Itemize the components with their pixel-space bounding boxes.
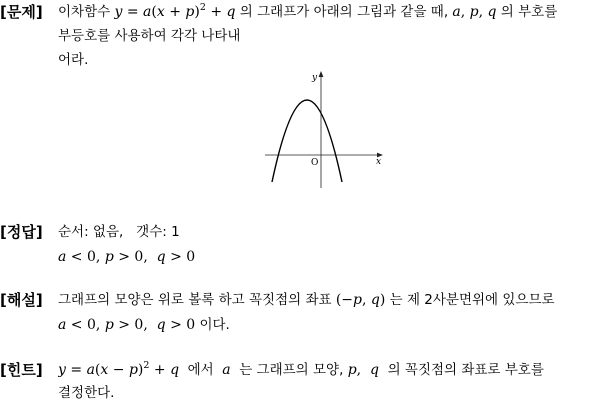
problem-text: 이차함수	[58, 4, 115, 20]
explanation-line-2	[58, 313, 592, 338]
problem-equation-tail: + q	[205, 4, 236, 20]
hint-variable-a: a	[222, 362, 231, 378]
problem-body	[58, 0, 592, 72]
problem-text: 의 그래프가 아래의 그림과 같을 때,	[235, 4, 453, 20]
answer-tag: [정답]	[0, 223, 43, 241]
problem-equation: y = a(x + p)	[114, 4, 200, 20]
hint-line-1	[58, 358, 592, 382]
hint-equation-exponent: 2	[143, 360, 150, 371]
problem-line-2: 부등호를 사용하여 각각 나타내	[58, 28, 241, 44]
hint-text: 에서	[179, 362, 223, 378]
answer-body	[58, 220, 592, 270]
problem-line-1	[58, 0, 592, 24]
y-axis-arrow	[319, 71, 324, 77]
problem-text: 의 부호를	[496, 4, 558, 20]
answer-line-1: 순서: 없음, 갯수: 1	[58, 224, 180, 240]
problem-tag: [문제]	[0, 3, 43, 21]
explanation-body	[58, 288, 592, 338]
hint-line-2: 결정한다.	[58, 385, 115, 401]
explanation-inequalities: a < 0, p > 0, q > 0	[58, 317, 196, 333]
problem-equation-exponent: 2	[199, 2, 206, 13]
parabola-curve	[272, 100, 342, 182]
hint-equation-tail: + q	[149, 362, 180, 378]
answer-inequalities: a < 0, p > 0, q > 0	[58, 249, 196, 265]
hint-text: 의 꼭짓점의 좌표로 부호를	[378, 362, 544, 378]
hint-tag: [힌트]	[0, 361, 43, 379]
hint-variables-pq: p, q	[347, 362, 379, 378]
problem-variables: a, p, q	[452, 4, 497, 20]
y-axis-label: y	[312, 73, 318, 83]
answer-line-2	[58, 245, 592, 270]
hint-text: 는 그래프의 모양,	[230, 362, 348, 378]
origin-label: O	[311, 158, 319, 168]
x-axis-label: x	[376, 157, 382, 167]
explanation-line-1	[58, 288, 592, 313]
vertex-coordinates: (−p, q)	[335, 292, 386, 308]
hint-body	[58, 358, 592, 404]
explanation-text: 그래프의 모양은 위로 볼록 하고 꼭짓점의 좌표	[58, 292, 336, 308]
hint-equation: y = a(x − p)	[58, 362, 144, 378]
explanation-text: 이다.	[195, 317, 230, 333]
explanation-tag: [해설]	[0, 291, 43, 309]
problem-line-3: 어라.	[58, 52, 89, 68]
parabola-graph	[255, 66, 387, 192]
explanation-text: 는 제 2사분면위에 있으므로	[385, 292, 555, 308]
